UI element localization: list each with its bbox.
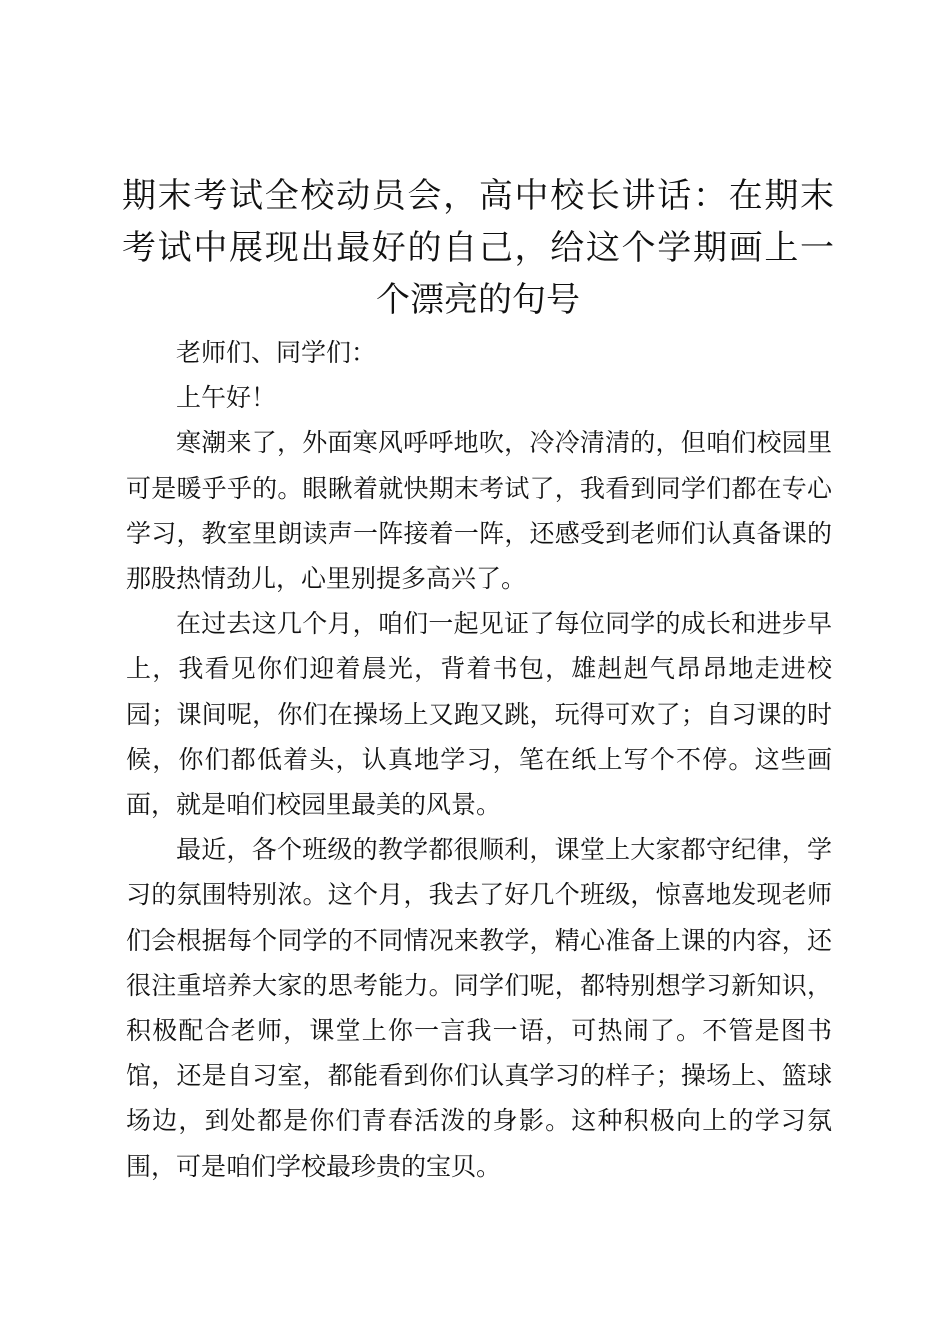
- paragraph: 在过去这几个月，咱们一起见证了每位同学的成长和进步早上，我看见你们迎着晨光，背着书包，雄赳赳气昂昂地走进校园；课间呢，你们在操场上又跑又跳，玩得可欢了；自习课的时候，你们都低着头，认真地学习，笔在纸上写个不停。这些画面，就是咱们校园里最美的风景。: [126, 609, 832, 820]
- paragraph: 最近，各个班级的教学都很顺利，课堂上大家都守纪律，学习的氛围特别浓。这个月，我去了好几个班级，惊喜地发现老师们会根据每个同学的不同情况来教学，精心准备上课的内容，还很注重培养大家的思考能力。同学们呢，都特别想学习新知识，积极配合老师，课堂上你一言我一语，可热闹了。不管是图书馆，还是自习室，都能看到你们认真学习的样子；操场上、篮球场边，到处都是你们青春活泼的身影。这种积极向上的学习氛围，可是咱们学校最珍贵的宝贝。: [126, 835, 832, 1181]
- salutation: 老师们、同学们：: [176, 338, 377, 367]
- paragraph: 寒潮来了，外面寒风呼呼地吹，冷冷清清的，但咱们校园里可是暖乎乎的。眼瞅着就快期末考试了，我看到同学们都在专心学习，教室里朗读声一阵接着一阵，还感受到老师们认真备课的那股热情劲儿，心里别提多高兴了。: [126, 428, 832, 594]
- document-title: 期末考试全校动员会，高中校长讲话：在期末考试中展现出最好的自己，给这个学期画上一个漂亮的句号: [122, 176, 834, 320]
- greeting: 上午好！: [176, 383, 277, 413]
- document-body: [126, 330, 832, 1189]
